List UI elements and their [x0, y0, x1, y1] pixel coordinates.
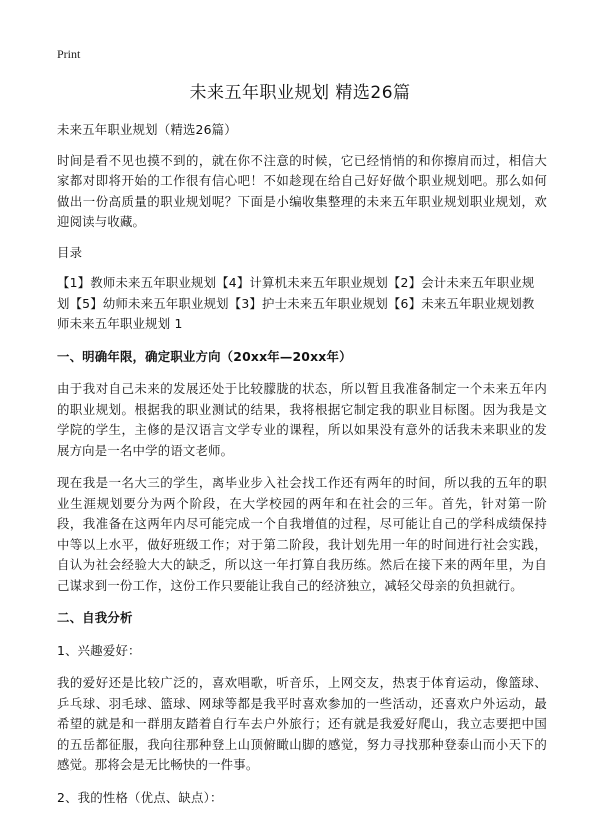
subsection-label-2: 2、我的性格（优点、缺点）：: [57, 789, 223, 805]
document-subtitle: 未来五年职业规划（精选26篇）: [57, 122, 237, 137]
toc-label: 目录: [57, 244, 83, 260]
section-heading-2: 二、自我分析: [57, 610, 133, 625]
intro-paragraph: 时间是看不见也摸不到的，就在你不注意的时候，它已经悄悄的和你擦肩而过，相信大家都对即将开始的工作很有信心吧！不如趁现在给自己好好做个职业规划吧。那么如何做出一份高质量的职业规划呢？下面是小编收集整理的未来五年职业规划职业规划，欢迎阅读与收藏。: [57, 152, 547, 229]
print-label: Print: [57, 47, 81, 61]
table-of-contents: 【1】教师未来五年职业规划【4】计算机未来五年职业规划【2】会计未来五年职业规划【5】幼师未来五年职业规划【3】护士未来五年职业规划【6】未来五年职业规划教师未来五年职业规划 1: [57, 275, 535, 331]
subsection-label-1: 1、兴趣爱好：: [57, 642, 141, 658]
section1-paragraph-1: 由于我对自己未来的发展还处于比较朦胧的状态，所以暂且我准备制定一个未来五年内的职业规划。根据我的职业测试的结果，我将根据它制定我的职业目标图。因为我是文学院的学生，主修的是汉语言文学专业的课程，所以如果没有意外的话我未来职业的发展方向是一名中学的语文老师。: [57, 381, 547, 458]
section1-paragraph-2: 现在我是一名大三的学生，离毕业步入社会找工作还有两年的时间，所以我的五年的职业生涯规划要分为两个阶段，在大学校园的两年和在社会的三年。首先，针对第一阶段，我准备在这两年内尽可能完成一个自我增值的过程，尽可能让自己的学科成绩保持中等以上水平，做好班级工作；对于第二阶段，我计划先用一年的时间进行社会实践，自认为社会经验大大的缺乏，所以这一年打算自我历练。然后在接下来的两年里，为自己谋求到一份工作，这份工作只要能让我自己的经济独立，减轻父母亲的负担就行。: [57, 475, 547, 593]
document-title: 未来五年职业规划 精选26篇: [189, 83, 411, 103]
document-body: [57, 120, 547, 820]
section-heading-1: 一、明确年限，确定职业方向（20xx年—20xx年）: [57, 348, 352, 364]
subsection-paragraph-1: 我的爱好还是比较广泛的，喜欢唱歌，听音乐，上网交友，热衷于体育运动，像篮球、乒乓球、羽毛球、篮球、网球等都是我平时喜欢参加的一些活动，还喜欢户外运动，最希望的就是和一群朋友踏着自行车去户外旅行；还有就是我爱好爬山，我立志要把中国的五岳都征服，我向往那种登上山顶俯瞰山脚的感觉，努力寻找那种登泰山而小天下的感觉。那将会是无比畅快的一件事。: [57, 675, 547, 772]
